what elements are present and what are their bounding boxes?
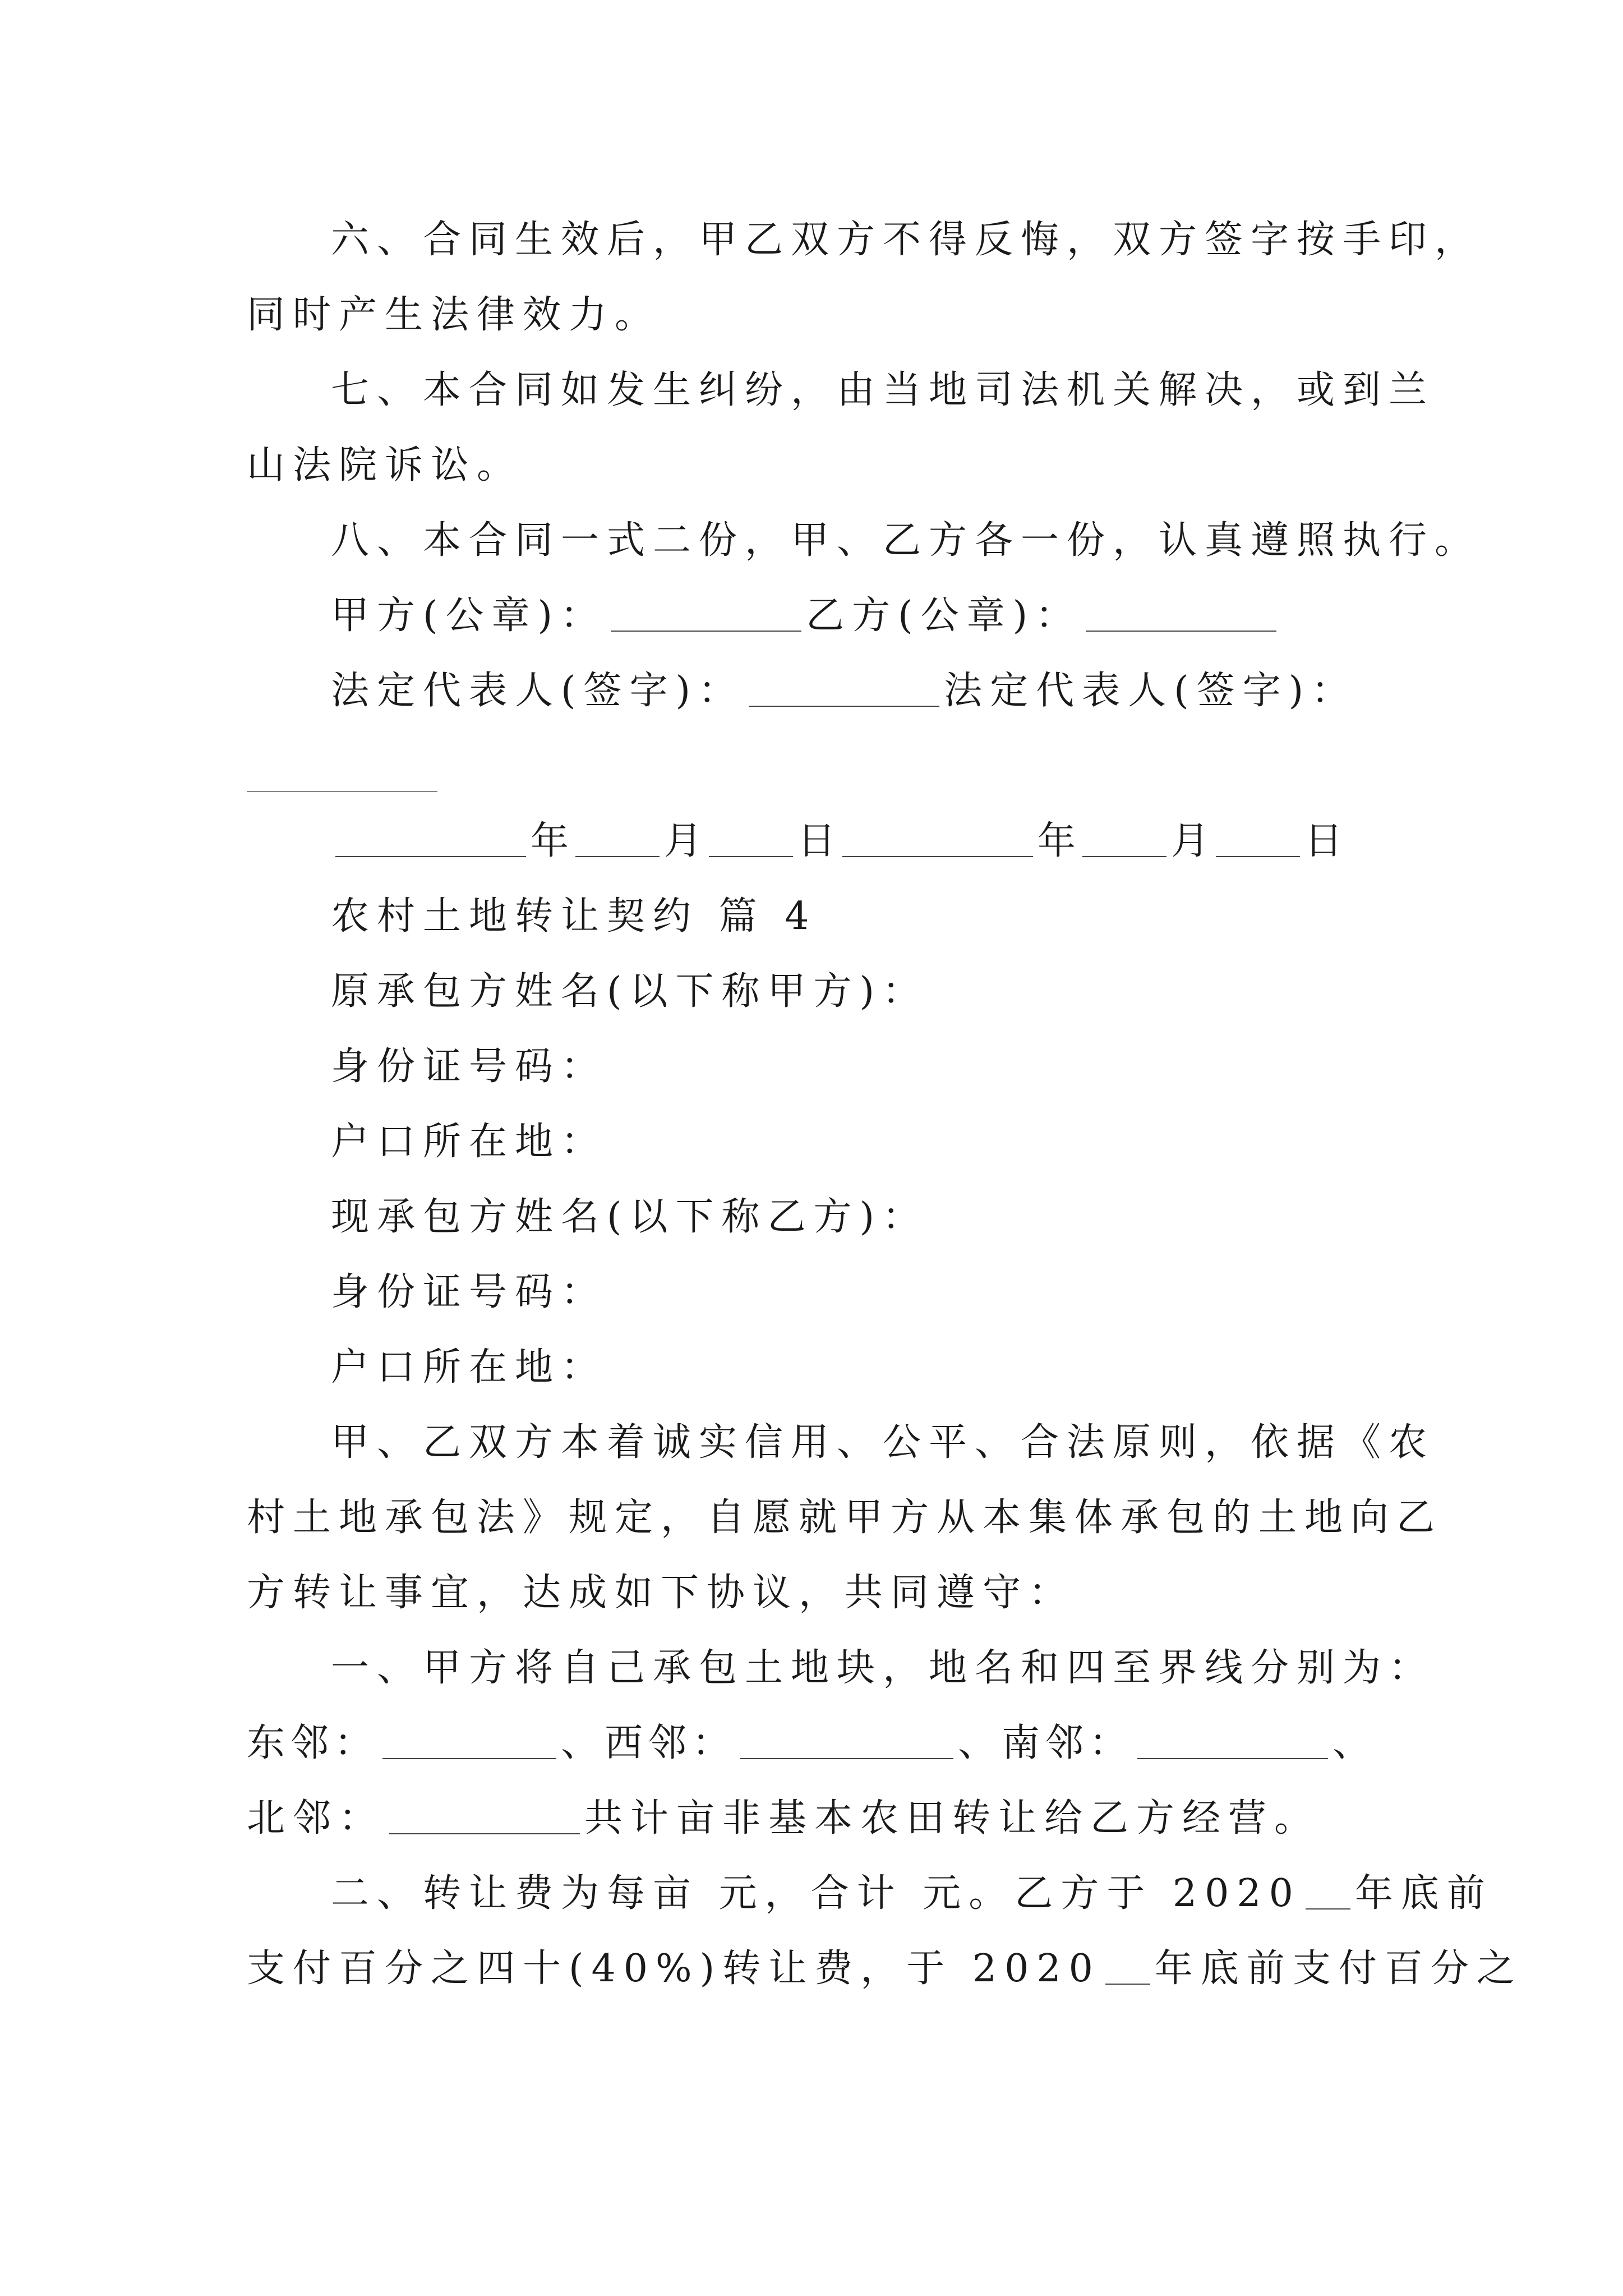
year-blank-2[interactable] [1105,1984,1150,1985]
east-neighbor-label: 东邻： [247,1721,379,1765]
original-contractor-residence: 户口所在地： [331,1120,607,1164]
article-2-line-2 [247,1941,1623,1997]
clause-6-line-1: 六、合同生效后，甲乙双方不得反悔，双方签字按手印， [331,218,1481,262]
new-contractor-name: 现承包方姓名(以下称乙方)： [331,1195,929,1239]
article-2-text-2b: 年底前支付百分之 [1154,1947,1523,1991]
boundary-separator: 、 [1332,1721,1377,1765]
signature-rep-line [331,663,1623,719]
article-2-text-1: 二、转让费为每亩 元，合计 元。乙方于 2020 [331,1871,1301,1916]
date-b-day-blank[interactable] [1216,856,1300,857]
rep-b-label: 法定代表人(签字)： [944,669,1358,713]
original-contractor-name: 原承包方姓名(以下称甲方)： [331,969,929,1014]
date-b-year-label: 年 [1038,819,1078,863]
article-2-text-2a: 支付百分之四十(40%)转让费，于 2020 [247,1947,1101,1991]
article-1-north [247,1791,1623,1847]
date-b-day-label: 日 [1304,819,1345,863]
year-blank-1[interactable] [1306,1908,1350,1910]
original-contractor-id: 身份证号码： [331,1045,607,1089]
article-1-boundaries [247,1715,1623,1772]
preamble-line-1: 甲、乙双方本着诚实信用、公平、合法原则，依据《农 [331,1420,1435,1465]
party-b-seal-blank[interactable] [1086,631,1276,632]
clause-7-line-1: 七、本合同如发生纠纷，由当地司法机关解决，或到兰 [331,368,1435,412]
article-2-text-1-tail: 年底前 [1354,1871,1493,1916]
rep-a-blank[interactable] [749,706,939,707]
article-1-tail: 共计亩非基本农田转让给乙方经营。 [584,1796,1321,1841]
date-a-year-label: 年 [531,819,571,863]
clause-6-line-2: 同时产生法律效力。 [247,293,661,337]
party-a-seal-blank[interactable] [611,631,801,632]
west-neighbor-blank[interactable] [740,1758,953,1759]
preamble-line-3: 方转让事宜，达成如下协议，共同遵守： [247,1571,1075,1615]
new-contractor-residence: 户口所在地： [331,1345,607,1389]
date-a-day-blank[interactable] [709,856,793,857]
north-neighbor-label: 北邻： [247,1796,385,1841]
new-contractor-id: 身份证号码： [331,1270,607,1314]
south-neighbor-blank[interactable] [1137,1758,1328,1759]
article-1-line-1: 一、甲方将自己承包土地块，地名和四至界线分别为： [331,1646,1435,1690]
south-neighbor-label: 、南邻： [958,1721,1133,1765]
preamble-line-2: 村土地承包法》规定，自愿就甲方从本集体承包的土地向乙 [247,1496,1443,1540]
date-a-day-label: 日 [797,819,838,863]
date-line [331,813,1623,869]
rep-a-label: 法定代表人(签字)： [331,669,745,713]
date-a-month-blank[interactable] [575,856,660,857]
date-b-month-label: 月 [1171,819,1212,863]
date-b-month-blank[interactable] [1082,856,1166,857]
party-b-seal-label: 乙方(公章)： [806,593,1082,638]
clause-7-line-2: 山法院诉讼。 [247,443,523,487]
north-neighbor-blank[interactable] [389,1833,580,1834]
rep-b-blank[interactable] [247,791,437,792]
date-b-year-blank[interactable] [842,856,1033,857]
section-title: 农村土地转让契约 篇 4 [331,894,817,938]
article-2-line-1 [331,1866,1623,1922]
west-neighbor-label: 、西邻： [561,1721,736,1765]
signature-party-line [331,588,1623,644]
date-a-month-label: 月 [664,819,705,863]
east-neighbor-blank[interactable] [382,1758,556,1759]
party-a-seal-label: 甲方(公章)： [331,593,607,638]
clause-8: 八、本合同一式二份，甲、乙方各一份，认真遵照执行。 [331,518,1481,563]
date-a-year-blank[interactable] [335,856,526,857]
